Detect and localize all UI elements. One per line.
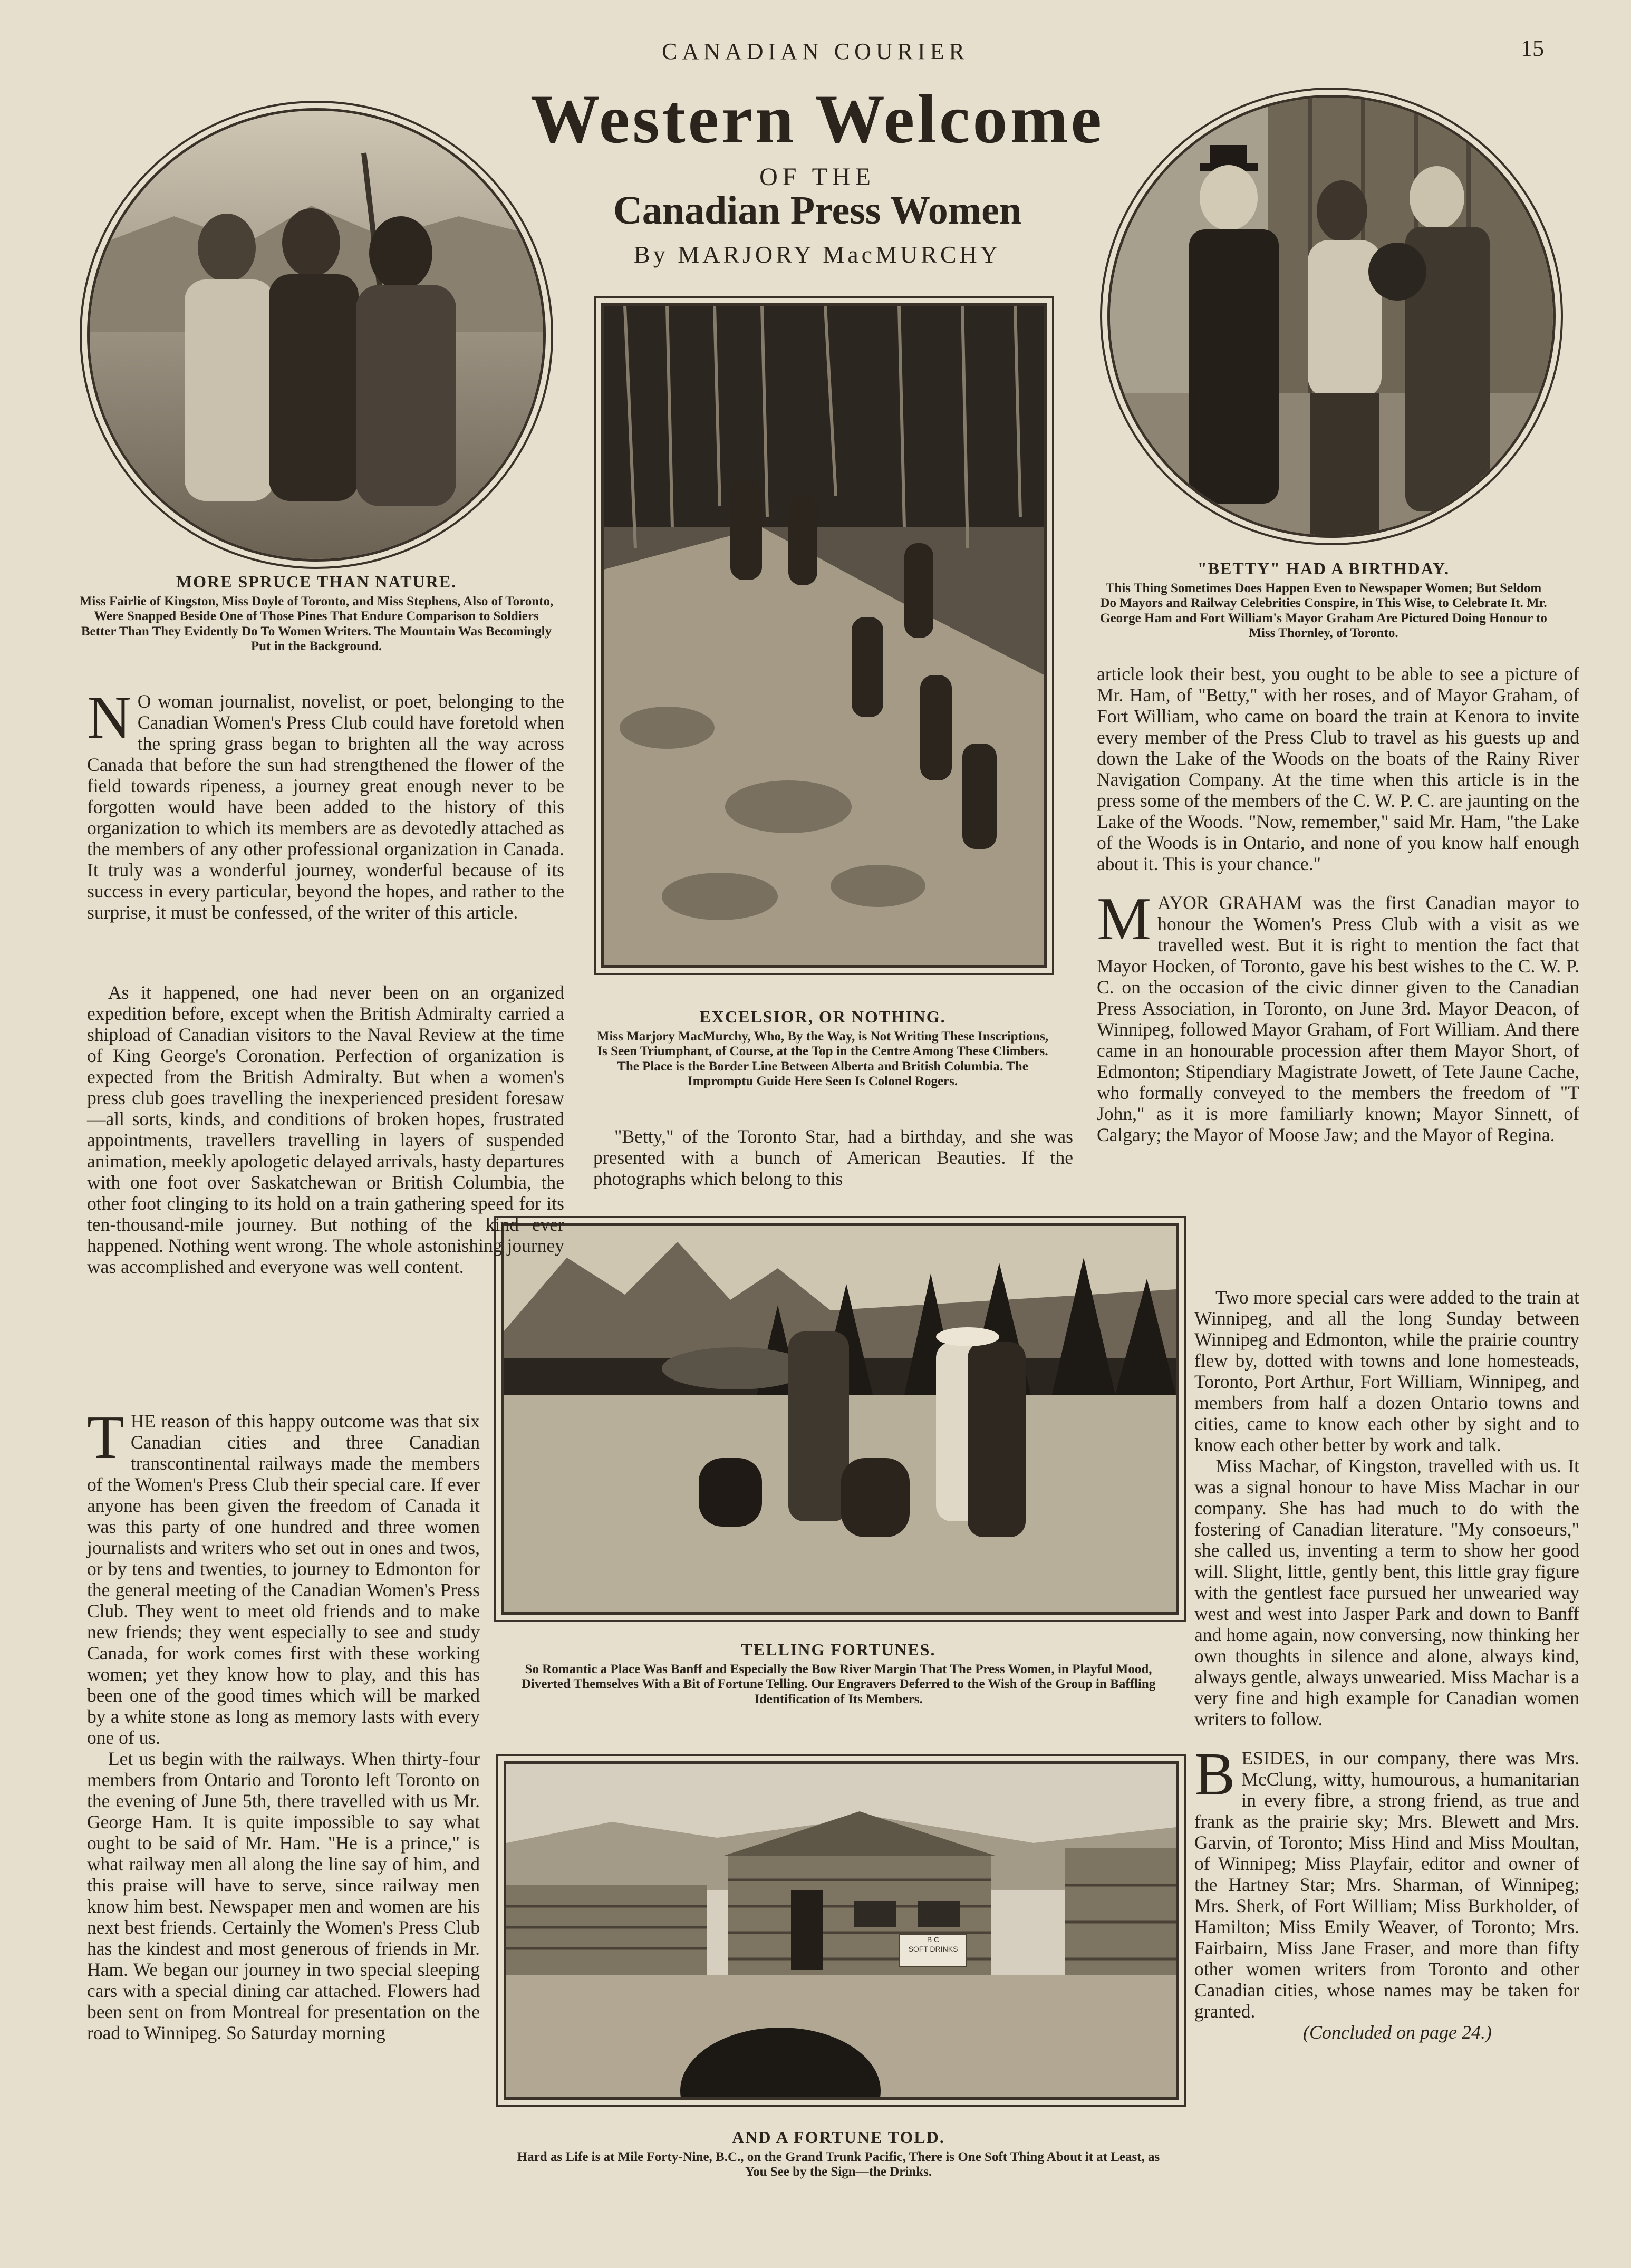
caption-heading-fortunes: TELLING FORTUNES. bbox=[741, 1640, 936, 1659]
column-middle bbox=[593, 1126, 1073, 1189]
drop-cap: N bbox=[87, 684, 131, 751]
caption-heading-fortune-told: AND A FORTUNE TOLD. bbox=[732, 2128, 945, 2147]
sign-line-2: SOFT DRINKS bbox=[908, 1945, 958, 1953]
caption-spruce: Miss Fairlie of Kingston, Miss Doyle of Toronto, and Miss Stephens, Also of Toronto, Were Snapped Beside One of Those Pines That Endure Comparison to Soldiers Better Than They Evidently Do To Women Writers. The Mountain Was Becomingly Put in the Background. bbox=[79, 594, 554, 653]
drop-cap: M bbox=[1097, 885, 1152, 953]
byline: By MARJORY MacMURCHY bbox=[634, 241, 1001, 268]
caption-fortune-told: Hard as Life is at Mile Forty-Nine, B.C., on the Grand Trunk Pacific, There is One Soft Thing About it at Least, as You See by the Sign—the Drinks. bbox=[517, 2150, 1160, 2179]
article-title-connector: OF THE bbox=[759, 163, 875, 191]
photo-betty-birthday bbox=[1107, 95, 1556, 538]
soft-drinks-sign bbox=[899, 1934, 967, 1967]
paragraph: "Betty," of the Toronto Star, had a birthday, and she was presented with a bunch of American Beauties. If the photographs which belong to this bbox=[593, 1126, 1073, 1189]
caption-heading-birthday: "BETTY" HAD A BIRTHDAY. bbox=[1197, 559, 1450, 578]
drop-cap: B bbox=[1194, 1741, 1236, 1808]
paragraph bbox=[1194, 1741, 1579, 2022]
caption-fortunes: So Romantic a Place Was Banff and Especially the Bow River Margin That The Press Women, in Playful Mood, Diverted Themselves With a Bit of Fortune Telling. Our Engravers Deferred to the Wish of the Group in Baffling Identification of Its Members. bbox=[521, 1662, 1156, 1706]
article-title: Western Welcome bbox=[530, 80, 1104, 158]
caption-excelsior: Miss Marjory MacMurchy, Who, By the Way, is Not Writing These Inscriptions, Is Seen Triumphant, of Course, at the Top in the Centre Among These Climbers. The Place is the Border Line Between Alberta and British Columbia. The Impromptu Guide Here Seen Is Colonel Rogers. bbox=[596, 1029, 1049, 1088]
paragraph-text: ESIDES, in our company, there was Mrs. McClung, witty, humourous, a humanitarian in every fibre, a strong friend, as true and frank as the prairie sky; Mrs. Blewett and Mrs. Garvin, of Toronto; Miss Hind and Miss Moultan, of Winnipeg; Miss Playfair, editor and owner of the Hartney Star; Mrs. Sharman, of Winnipeg; Mrs. Sherk, of Fort William; Miss Burkholder, of Hamilton; Miss Emily Weaver, of Toronto; Mrs. Fairbairn, Miss Jane Fraser, and more than fifty other women writers from Toronto and other Canadian cities, whose names may be taken for granted. bbox=[1194, 1748, 1579, 2022]
column-left-lower bbox=[87, 1404, 480, 2043]
drop-cap: T bbox=[87, 1404, 124, 1471]
continued-note: (Concluded on page 24.) bbox=[1303, 2022, 1492, 2043]
paragraph-text: AYOR GRAHAM was the first Canadian mayor to honour the Women's Press Club with a visit as we travelled west. But it is right to mention the fact that Mayor Hocken, of Toronto, gave his best wishes to the C. W. P. C. on the occasion of the civic dinner given to the Canadian Press Association, in Toronto, on June 3rd. Mayor Deacon, of Winnipeg, followed Mayor Graham, of Fort William. And there came in an honourable procession after them Mayor Short, of Edmonton; Stipendiary Magistrate Jowett, of Tete Jaune Cache, who formally conveyed to the members the freedom of "T John," as it is more familiarly known; Mayor Sinnett, of Calgary; the Mayor of Moose Jaw; and the Mayor of Regina. bbox=[1097, 892, 1579, 1145]
page-number: 15 bbox=[1521, 35, 1544, 61]
photo-telling-fortunes bbox=[501, 1223, 1179, 1615]
article-subtitle: Canadian Press Women bbox=[613, 188, 1022, 233]
column-right-lower bbox=[1194, 1287, 1579, 2043]
column-right-upper bbox=[1097, 663, 1579, 1145]
paragraph: As it happened, one had never been on an organized expedition before, except when the British Admiralty carried a shipload of Canadian visitors to the Naval Review at the time of King George's Coronation. Perfection of organization is expected from the British Admiralty. But when a women's press club goes travelling the inexperienced president foresaw—all sorts, kinds, and conditions of broken hopes, frustrated appointments, travellers travelling in layers of suspended animation, meekly apologetic delayed arrivals, hasty departures with one foot over Saskatchewan or British Columbia, the other foot clinging to its hold on a train gathering speed for its ten-thousand-mile journey. But nothing of the kind ever happened. Nothing went wrong. The whole astonishing journey was accomplished and everyone was well content. bbox=[87, 982, 564, 1277]
paragraph: Two more special cars were added to the train at Winnipeg, and all the long Sunday between Winnipeg and Edmonton, while the prairie country flew by, dotted with towns and lone homesteads, Toronto, Port Arthur, Fort William, Winnipeg, and members from half a dozen Ontario towns and cities, came to know each other by sight and to know each other better by work and talk. bbox=[1194, 1287, 1579, 1455]
sign-line-1: B C bbox=[927, 1935, 940, 1944]
caption-heading-excelsior: EXCELSIOR, OR NOTHING. bbox=[699, 1007, 946, 1026]
photo-excelsior bbox=[601, 303, 1047, 968]
photo-fortune-told bbox=[504, 1761, 1179, 2100]
running-head: CANADIAN COURIER bbox=[662, 38, 969, 64]
paragraph bbox=[87, 1404, 480, 1748]
paragraph-text: HE reason of this happy outcome was that six Canadian cities and three Canadian transcontinental railways made the members of the Women's Press Club their special care. If ever anyone has been given the freedom of Canada it was this party of one hundred and three women journalists and writers who set out in ones and twos, or by tens and twenties, to journey to Edmonton for the general meeting of the Canadian Women's Press Club. They went to meet old friends and to make new friends; they went especially to see and study Canada, for work comes first with these working women; yet they know how to play, and this has been one of the good times which will be marked by a white stone as long as memory lasts with every one of us. bbox=[87, 1411, 480, 1748]
column-left-upper bbox=[87, 684, 564, 923]
photo-spruce-than-nature bbox=[87, 108, 546, 562]
paragraph: article look their best, you ought to be able to see a picture of Mr. Ham, of "Betty," with her roses, and of Mayor Graham, of Fort William, who came on board the train at Kenora to invite every member of the Press Club to travel as his guests up and down the Lake of the Woods on the boats of the Rainy River Navigation Company. At the time when this article is in the press some of the members of the C. W. P. C. are jaunting on the Lake of the Woods. "Now, remember," said Mr. Ham, "the Lake of the Woods is in Ontario, and none of you know half enough about it. This is your chance." bbox=[1097, 663, 1579, 874]
caption-birthday: This Thing Sometimes Does Happen Even to Newspaper Women; But Seldom Do Mayors and Railway Celebrities Conspire, in This Wise, to Celebrate It. Mr. George Ham and Fort William's Mayor Graham Are Pictured Doing Honour to Miss Thornley, of Toronto. bbox=[1100, 581, 1547, 640]
caption-heading-spruce: MORE SPRUCE THAN NATURE. bbox=[176, 572, 457, 591]
paragraph bbox=[87, 684, 564, 923]
column-left-mid bbox=[87, 982, 564, 1277]
paragraph-text: O woman journalist, novelist, or poet, belonging to the Canadian Women's Press Club could have foretold when the spring grass began to brighten all the way across Canada that before the sun had strengthened the flower of the field towards ripeness, a journey great enough never to be forgotten would have been added to the history of this organization to which its members are as devotedly attached as the members of any other professional organization in Canada. It truly was a wonderful journey, wonderful because of its success in every particular, beyond the hopes, and rather to the surprise, it must be confessed, of the writer of this article. bbox=[87, 691, 564, 923]
paragraph: Let us begin with the railways. When thirty-four members from Ontario and Toronto left Toronto on the evening of June 5th, there travelled with us Mr. George Ham. It is quite impossible to say what ought to be said of Mr. Ham. "He is a prince," is what railway men all along the line say of him, and this praise will have to serve, since railway men know him best. Newspaper men and women are his next best friends. Certainly the Women's Press Club has the kindest and most generous of friends in Mr. Ham. We began our journey in two special sleeping cars with a special dining car attached. Flowers had been sent on from Montreal for presentation on the road to Winnipeg. So Saturday morning bbox=[87, 1748, 480, 2043]
paragraph: Miss Machar, of Kingston, travelled with us. It was a signal honour to have Miss Machar in our company. She has had much to do with the fostering of Canadian literature. "My consoeurs," she called us, inventing a term to show her good will. Slight, little, gently bent, this little gray figure with the gentlest face pursued her unwearied way west and west into Jasper Park and down to Banff and home again, now conversing, now thinking her own thoughts in silence and alone, always kind, always gentle, always unwearied. Miss Machar is a very fine and high example for Canadian women writers to follow. bbox=[1194, 1455, 1579, 1730]
paragraph bbox=[1097, 885, 1579, 1145]
